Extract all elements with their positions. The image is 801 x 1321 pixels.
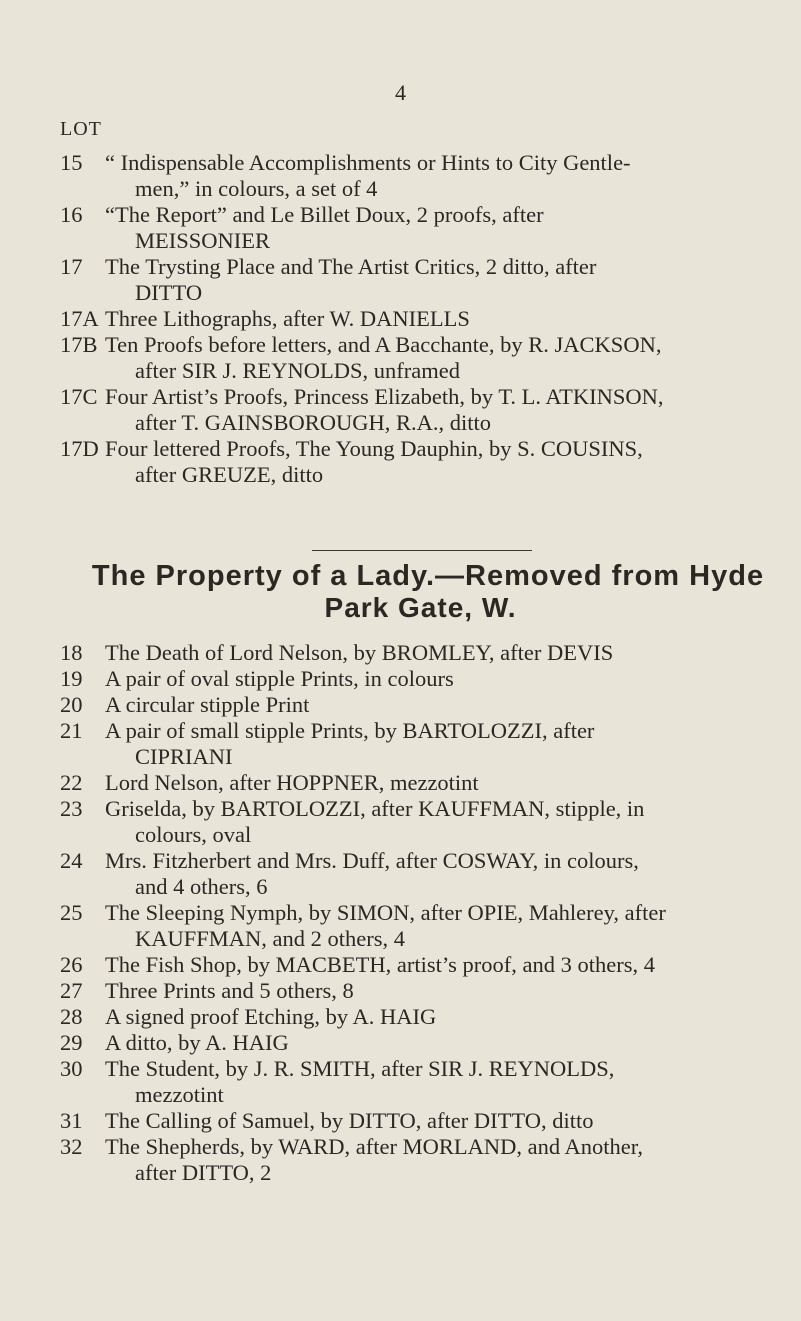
lot-number: 29 [60, 1030, 83, 1055]
lot-description: Four lettered Proofs, The Young Dauphin, by S. COUSINS, [105, 436, 643, 461]
lot-description: “The Report” and Le Billet Doux, 2 proofs, after [105, 202, 544, 227]
lot-entry [0, 306, 801, 332]
lot-list-section-2 [0, 640, 801, 1186]
lot-number: 28 [60, 1004, 83, 1029]
lot-description-continued: colours, oval [135, 822, 252, 847]
lot-number: 20 [60, 692, 83, 717]
lot-number: 25 [60, 900, 83, 925]
lot-description: Three Prints and 5 others, 8 [105, 978, 354, 1003]
lot-description-continued: after DITTO, 2 [135, 1160, 272, 1185]
lot-description-continued: after T. GAINSBOROUGH, R.A., ditto [135, 410, 492, 435]
lot-entry [0, 718, 801, 770]
lot-entry [0, 952, 801, 978]
lot-entry [0, 436, 801, 488]
lot-number: 27 [60, 978, 83, 1003]
lot-description-continued: after GREUZE, ditto [135, 462, 324, 487]
lot-description-continued: after SIR J. REYNOLDS, unframed [135, 358, 460, 383]
lot-number: 17 [60, 254, 83, 279]
lot-description: The Trysting Place and The Artist Critics, 2 ditto, after [105, 254, 597, 279]
heading-line-2: Park Gate, W. [324, 592, 517, 623]
lot-number: 30 [60, 1056, 83, 1081]
lot-entry [0, 770, 801, 796]
lot-entry [0, 1004, 801, 1030]
lot-number: 17A [60, 306, 99, 331]
lot-entry [0, 796, 801, 848]
lot-column-label: LOT [60, 118, 102, 140]
lot-description: A circular stipple Print [105, 692, 310, 717]
lot-description: The Fish Shop, by MACBETH, artist’s proof, and 3 others, 4 [105, 952, 655, 977]
lot-entry [0, 640, 801, 666]
lot-entry [0, 254, 801, 306]
lot-number: 31 [60, 1108, 83, 1133]
lot-entry [0, 848, 801, 900]
lot-description: The Calling of Samuel, by DITTO, after DITTO, ditto [105, 1108, 594, 1133]
lot-number: 16 [60, 202, 83, 227]
lot-number: 19 [60, 666, 83, 691]
lot-number: 17C [60, 384, 98, 409]
lot-entry [0, 900, 801, 952]
heading-line-1: The Property of a Lady.—Removed from Hyde [91, 560, 765, 592]
lot-description: The Shepherds, by WARD, after MORLAND, and Another, [105, 1134, 643, 1159]
lot-number: 21 [60, 718, 83, 743]
lot-description-continued: mezzotint [135, 1082, 224, 1107]
lot-number: 23 [60, 796, 83, 821]
lot-number: 26 [60, 952, 83, 977]
lot-description: The Death of Lord Nelson, by BROMLEY, after DEVIS [105, 640, 614, 665]
lot-description: The Student, by J. R. SMITH, after SIR J. REYNOLDS, [105, 1056, 615, 1081]
lot-entry [0, 978, 801, 1004]
lot-number: 18 [60, 640, 83, 665]
lot-entry [0, 1108, 801, 1134]
lot-number: 15 [60, 150, 83, 175]
lot-description: A pair of oval stipple Prints, in colours [105, 666, 454, 691]
lot-description: A signed proof Etching, by A. HAIG [105, 1004, 437, 1029]
lot-entry [0, 1056, 801, 1108]
lot-description: Three Lithographs, after W. DANIELLS [105, 306, 470, 331]
lot-entry [0, 202, 801, 254]
lot-entry [0, 692, 801, 718]
lot-number: 17B [60, 332, 98, 357]
lot-description-continued: MEISSONIER [135, 228, 271, 253]
lot-entry [0, 1134, 801, 1186]
lot-description: A pair of small stipple Prints, by BARTOLOZZI, after [105, 718, 595, 743]
lot-entry [0, 332, 801, 384]
lot-description-continued: men,” in colours, a set of 4 [135, 176, 378, 201]
lot-number: 22 [60, 770, 83, 795]
lot-description: “ Indispensable Accomplishments or Hints to City Gentle- [105, 150, 631, 175]
lot-entry [0, 150, 801, 202]
lot-entry [0, 384, 801, 436]
page-number: 4 [395, 80, 406, 105]
lot-description: The Sleeping Nymph, by SIMON, after OPIE, Mahlerey, after [105, 900, 666, 925]
lot-description: Ten Proofs before letters, and A Bacchante, by R. JACKSON, [105, 332, 662, 357]
lot-description: A ditto, by A. HAIG [105, 1030, 289, 1055]
lot-description: Lord Nelson, after HOPPNER, mezzotint [105, 770, 479, 795]
lot-description-continued: KAUFFMAN, and 2 others, 4 [135, 926, 405, 951]
lot-entry [0, 1030, 801, 1056]
lot-description-continued: and 4 others, 6 [135, 874, 268, 899]
lot-description-continued: CIPRIANI [135, 744, 233, 769]
lot-description: Mrs. Fitzherbert and Mrs. Duff, after COSWAY, in colours, [105, 848, 639, 873]
lot-number: 24 [60, 848, 83, 873]
lot-number: 17D [60, 436, 99, 461]
section-divider [312, 550, 532, 551]
lot-entry [0, 666, 801, 692]
lot-description-continued: DITTO [135, 280, 203, 305]
property-heading [0, 560, 801, 624]
lot-number: 32 [60, 1134, 83, 1159]
lot-description: Four Artist’s Proofs, Princess Elizabeth, by T. L. ATKINSON, [105, 384, 664, 409]
lot-description: Griselda, by BARTOLOZZI, after KAUFFMAN, stipple, in [105, 796, 645, 821]
lot-list-section-1 [0, 150, 801, 488]
